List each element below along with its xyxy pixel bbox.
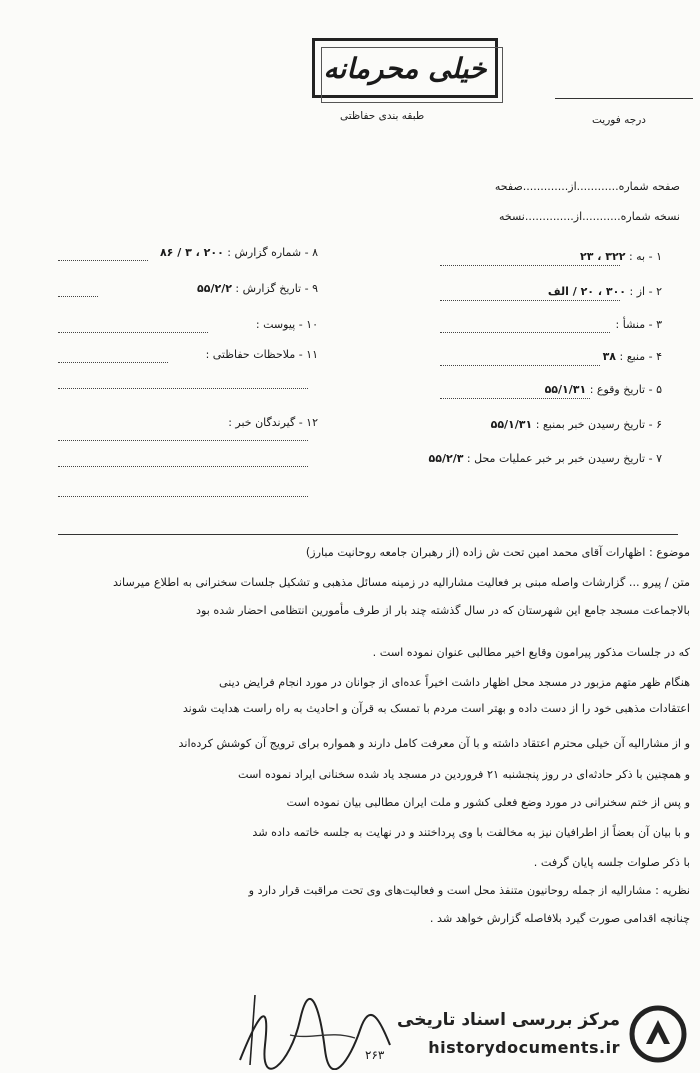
- priority-label: درجه فوریت: [592, 114, 646, 126]
- subject-label: موضوع :: [648, 546, 690, 559]
- field-value: ۵۵/۱/۳۱: [544, 383, 587, 396]
- field-sender: [548, 285, 662, 298]
- body-line: نظریه : مشارالیه از جمله روحانیون متنفذ محل است و فعالیت‌های وی تحت مراقبت قرار دارد و: [248, 884, 690, 897]
- classification-stamp: خیلی محرمانه: [312, 38, 498, 98]
- field-dotline: [440, 300, 620, 301]
- field-attachment: [256, 318, 318, 331]
- body-line: که در جلسات مذکور پیرامون وقایع اخیر مطالبی عنوان نموده است .: [372, 646, 690, 659]
- field-value: ۳۲۲ ، ۲۳: [580, 250, 626, 263]
- field-origin: [616, 318, 662, 331]
- field-value: ۳۰۰ ، ۲۰ / الف: [547, 285, 627, 298]
- field-dotline: [440, 398, 590, 399]
- field-label: ۲ - از :: [629, 285, 662, 298]
- field-dotline: [58, 496, 308, 497]
- field-security-notes: [206, 348, 318, 361]
- field-value: ۵۵/۲/۳: [428, 452, 464, 465]
- body-line: هنگام ظهر متهم مزبور در مسجد محل اظهار داشت اخیراً عده‌ای از جوانان در مورد انجام فرایض دینی: [218, 676, 690, 689]
- body-line: متن / پیرو ... گزارشات واصله مبنی بر فعالیت مشارالیه در زمینه مسائل مذهبی و تشکیل جلسات سخنرانی به اطلاع میرساند: [112, 576, 690, 589]
- field-label: ۸ - شماره گزارش :: [227, 246, 318, 259]
- field-occurrence-date: [545, 383, 662, 396]
- field-label: ۵ - تاریخ وقوع :: [589, 383, 662, 396]
- subject-line: [306, 546, 690, 559]
- field-label: ۱۰ - پیوست :: [255, 318, 318, 331]
- body-line: بالاجماعت مسجد جامع این شهرستان که در سال گذشته چند بار از طرف مأمورین انتظامی احضار شده بود: [195, 604, 690, 617]
- field-recipient: [580, 250, 662, 263]
- page-mark: ۲۶۳: [365, 1048, 385, 1062]
- field-report-number: [160, 246, 318, 259]
- field-value: ۵۵/۲/۲: [197, 282, 232, 295]
- field-label: ۷ - تاریخ رسیدن خبر بر خبر عملیات محل :: [466, 452, 662, 465]
- field-ops-received-date: [429, 452, 662, 465]
- priority-line: [555, 98, 693, 99]
- classification-label: طبقه بندی حفاظتی: [340, 110, 425, 122]
- section-divider: [58, 534, 678, 535]
- field-label: ۱ - به :: [628, 250, 662, 263]
- field-value: ۲۰۰ ، ۳ / ۸۶: [159, 246, 224, 259]
- field-source-received-date: [491, 418, 662, 431]
- field-value: ۳۸: [602, 350, 617, 363]
- field-dotline: [58, 362, 168, 363]
- archive-logo-url: historydocuments.ir: [428, 1038, 620, 1057]
- copy-number-field: نسخه شماره...........از..............نسخه: [498, 210, 680, 223]
- field-dotline: [440, 332, 610, 333]
- field-label: ۱۲ - گیرندگان خبر :: [228, 416, 318, 429]
- field-label: ۱۱ - ملاحظات حفاظتی :: [205, 348, 318, 361]
- field-label: ۶ - تاریخ رسیدن خبر بمنبع :: [535, 418, 662, 431]
- body-line: و همچنین با ذکر حادثه‌ای در روز پنجشنبه ۲۱ فروردین در مسجد یاد شده سخنانی ایراد نموده است: [237, 768, 690, 781]
- body-line: چنانچه اقدامی صورت گیرد بلافاصله گزارش خواهد شد .: [429, 912, 690, 925]
- field-dotline: [440, 365, 600, 366]
- field-recipients: [228, 416, 318, 429]
- field-dotline: [58, 440, 308, 441]
- body-line: و با بیان آن بعضاً از اطرافیان نیز به مخالفت با وی پرداختند و در نهایت به جلسه خاتمه داده شد: [252, 826, 690, 839]
- field-label: ۳ - منشأ :: [615, 318, 662, 331]
- archive-logo-icon: [628, 1004, 688, 1064]
- body-line: با ذکر صلوات جلسه پایان گرفت .: [533, 856, 690, 869]
- subject-text: اظهارات آقای محمد امین تحت ش زاده (از رهبران جامعه روحانیت مبارز): [305, 546, 646, 559]
- archive-logo: [397, 1000, 690, 1070]
- field-dotline: [58, 388, 308, 389]
- archive-logo-text: مرکز بررسی اسناد تاریخی: [397, 1010, 620, 1030]
- field-report-date: [197, 282, 318, 295]
- body-line: و پس از ختم سخنرانی در مورد وضع فعلی کشور و ملت ایران مطالبی بیان نموده است: [286, 796, 690, 809]
- field-dotline: [58, 332, 208, 333]
- field-dotline: [58, 260, 148, 261]
- body-line: و از مشارالیه آن خیلی محترم اعتقاد داشته و با آن معرفت کامل دارند و همواره برای ترویج آن کوشش کرده‌اند: [178, 737, 690, 750]
- field-label: ۴ - منبع :: [619, 350, 662, 363]
- field-dotline: [440, 265, 620, 266]
- field-source: [603, 350, 662, 363]
- page-number-field: صفحه شماره............از.............صفحه: [494, 180, 680, 193]
- field-value: ۵۵/۱/۳۱: [490, 418, 533, 431]
- field-label: ۹ - تاریخ گزارش :: [235, 282, 318, 295]
- field-dotline: [58, 296, 98, 297]
- body-line: اعتقادات مذهبی خود را از دست داده و بهتر است مردم با تمسک به قرآن و احادیث به راه راست هدایت شوند: [182, 702, 690, 715]
- field-dotline: [58, 466, 308, 467]
